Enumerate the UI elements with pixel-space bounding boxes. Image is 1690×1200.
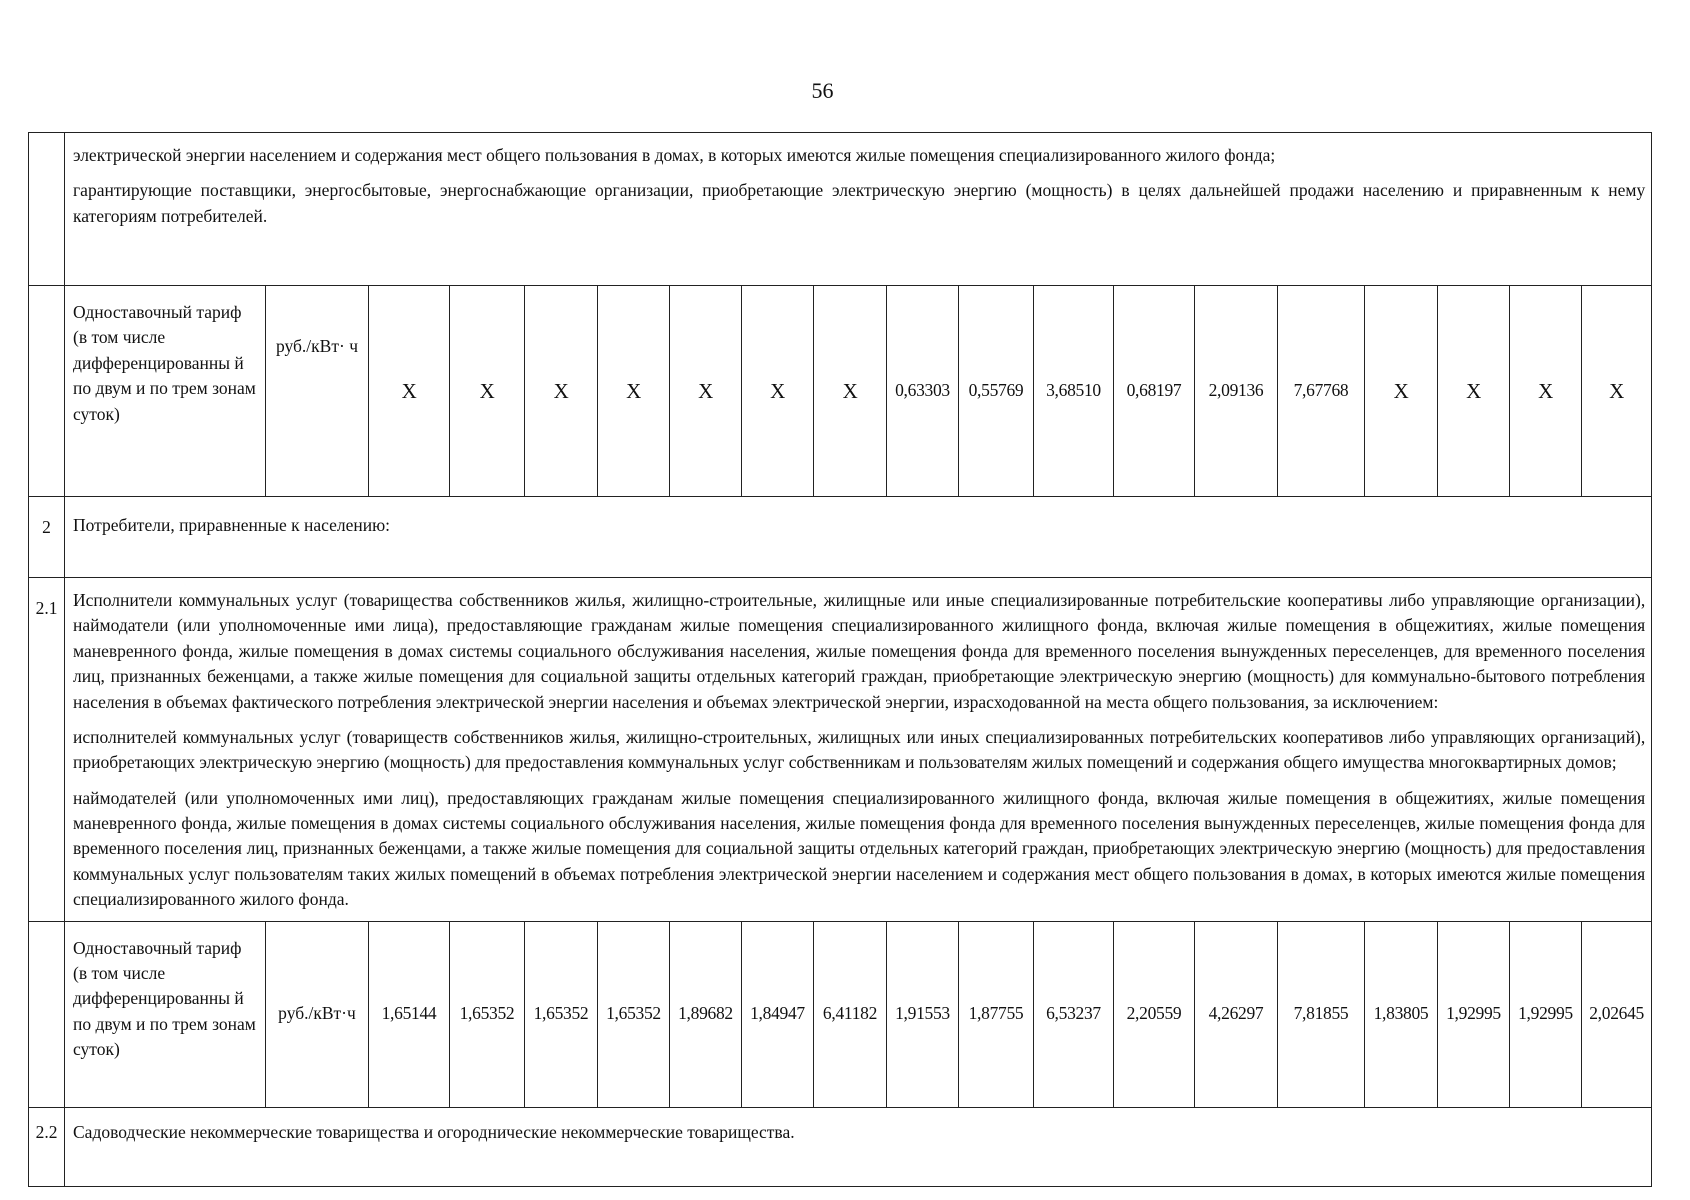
section-2-row xyxy=(29,497,1652,578)
tariff-row-1-label: Одноставочный тариф (в том числе дифференцированны й по двум и по трем зонам суток) xyxy=(65,286,266,497)
tariff-row-2-num xyxy=(29,921,65,1107)
section-2-2-num: 2.2 xyxy=(29,1107,65,1186)
tariff-row-1 xyxy=(29,286,1652,497)
tariff-row-1-value: Х xyxy=(1582,286,1652,497)
tariff-row-1-value: Х xyxy=(525,286,598,497)
tariff-row-2-value: 2,02645 xyxy=(1582,921,1652,1107)
intro-paragraph-2: гарантирующие поставщики, энергосбытовые, энергоснабжающие организации, приобретающие электрическую энергию (мощность) в целях дальнейшей продажи населению и приравненным к нему категориям потребителей. xyxy=(73,180,1646,226)
intro-row xyxy=(29,133,1652,286)
section-2-2-row xyxy=(29,1107,1652,1186)
tariff-row-1-value: 7,67768 xyxy=(1278,286,1365,497)
tariff-table xyxy=(28,132,1652,1187)
tariff-row-2-value: 1,92995 xyxy=(1510,921,1582,1107)
tariff-row-1-num xyxy=(29,286,65,497)
tariff-row-1-value: 3,68510 xyxy=(1034,286,1114,497)
tariff-row-2-value: 7,81855 xyxy=(1278,921,1365,1107)
section-2-1-paragraph-2: исполнителей коммунальных услуг (товариществ собственников жилья, жилищно-строительных, жилищных или иных специализированных потребительских кооперативов либо управляющих организаций), приобретающих электрическую энергию (мощность) для предоставления коммунальных услуг собственникам и пользователям жилых помещений и содержания общего имущества многоквартирных домов; xyxy=(73,726,1646,773)
section-2-num: 2 xyxy=(29,497,65,578)
section-2-text xyxy=(65,497,1652,578)
section-2-1-text xyxy=(65,578,1652,922)
intro-text-cell xyxy=(65,133,1652,286)
section-2-1-num: 2.1 xyxy=(29,578,65,922)
tariff-row-2-value: 2,20559 xyxy=(1114,921,1195,1107)
tariff-row-2 xyxy=(29,921,1652,1107)
tariff-row-1-unit: руб./кВт· ч xyxy=(266,286,369,497)
tariff-row-2-value: 1,87755 xyxy=(959,921,1034,1107)
tariff-row-2-value: 1,65144 xyxy=(369,921,450,1107)
tariff-row-2-value: 6,53237 xyxy=(1034,921,1114,1107)
tariff-row-1-value: Х xyxy=(814,286,887,497)
section-2-2-heading: Садоводческие некоммерческие товарищества и огороднические некоммерческие товарищества. xyxy=(73,1121,795,1142)
tariff-row-2-value: 1,83805 xyxy=(1365,921,1438,1107)
tariff-row-1-value: 0,63303 xyxy=(887,286,959,497)
section-2-1-row xyxy=(29,578,1652,922)
tariff-row-1-value: Х xyxy=(450,286,525,497)
tariff-row-2-unit: руб./кВт·ч xyxy=(266,921,369,1107)
tariff-row-1-value: Х xyxy=(598,286,670,497)
intro-paragraph-1: электрической энергии населением и содержания мест общего пользования в домах, в которых имеются жилые помещения специализированного жилого фонда; xyxy=(73,145,1276,165)
tariff-row-1-value: 2,09136 xyxy=(1195,286,1278,497)
intro-num-cell xyxy=(29,133,65,286)
page-number: 56 xyxy=(811,78,834,103)
section-2-2-text xyxy=(65,1107,1652,1186)
tariff-row-2-value: 1,92995 xyxy=(1438,921,1510,1107)
tariff-row-1-value: Х xyxy=(1510,286,1582,497)
section-2-1-paragraph-1: Исполнители коммунальных услуг (товарищества собственников жилья, жилищно-строительные, жилищные или иные специализированные потребительские кооперативы либо управляющие организации), наймодатели (или уполномоченные ими лица), предоставляющие гражданам жилые помещения специализированного жилищного фонда, включая жилые помещения в общежитиях, жилые помещения маневренного фонда, жилые помещения в домах системы социального обслуживания населения, жилые помещения фонда для временного поселения вынужденных переселенцев, для временного поселения лиц, признанных беженцами, а также жилые помещения для социальной защиты отдельных категорий граждан, приобретающие электрическую энергию (мощность) для коммунально-бытового потребления населения в объемах фактического потребления электрической энергии населения и объемах электрической энергии, израсходованной на места общего пользования, за исключением: xyxy=(73,590,1646,712)
tariff-row-2-value: 1,65352 xyxy=(598,921,670,1107)
tariff-row-1-value: Х xyxy=(670,286,742,497)
tariff-row-2-value: 1,65352 xyxy=(525,921,598,1107)
tariff-row-2-value: 1,65352 xyxy=(450,921,525,1107)
tariff-row-1-value: Х xyxy=(1365,286,1438,497)
tariff-row-2-value: 6,41182 xyxy=(814,921,887,1107)
tariff-row-2-value: 1,89682 xyxy=(670,921,742,1107)
tariff-row-1-value: 0,55769 xyxy=(959,286,1034,497)
tariff-row-2-value: 4,26297 xyxy=(1195,921,1278,1107)
tariff-row-1-value: Х xyxy=(369,286,450,497)
section-2-1-paragraph-3: наймодателей (или уполномоченных ими лиц), предоставляющих гражданам жилые помещения специализированного жилищного фонда, включая жилые помещения в общежитиях, жилые помещения маневренного фонда, жилые помещения в домах системы социального обслуживания населения, жилые помещения фонда для временного поселения вынужденных переселенцев, жилые помещения фонда для временного поселения лиц, признанных беженцами, а также жилые помещения для социальной защиты отдельных категорий граждан, приобретающих электрическую энергию (мощность) для предоставления коммунальных услуг пользователям таких жилых помещений в объемах потребления электрической энергии населением и содержания мест общего пользования в домах, в которых имеются жилые помещения специализированного жилого фонда. xyxy=(73,787,1646,910)
tariff-row-2-value: 1,91553 xyxy=(887,921,959,1107)
tariff-row-1-value: Х xyxy=(742,286,814,497)
tariff-row-2-value: 1,84947 xyxy=(742,921,814,1107)
tariff-row-1-value: Х xyxy=(1438,286,1510,497)
section-2-heading: Потребители, приравненные к населению: xyxy=(73,515,391,535)
tariff-row-2-label: Одноставочный тариф (в том числе дифференцированны й по двум и по трем зонам суток) xyxy=(65,921,266,1107)
tariff-row-1-value: 0,68197 xyxy=(1114,286,1195,497)
